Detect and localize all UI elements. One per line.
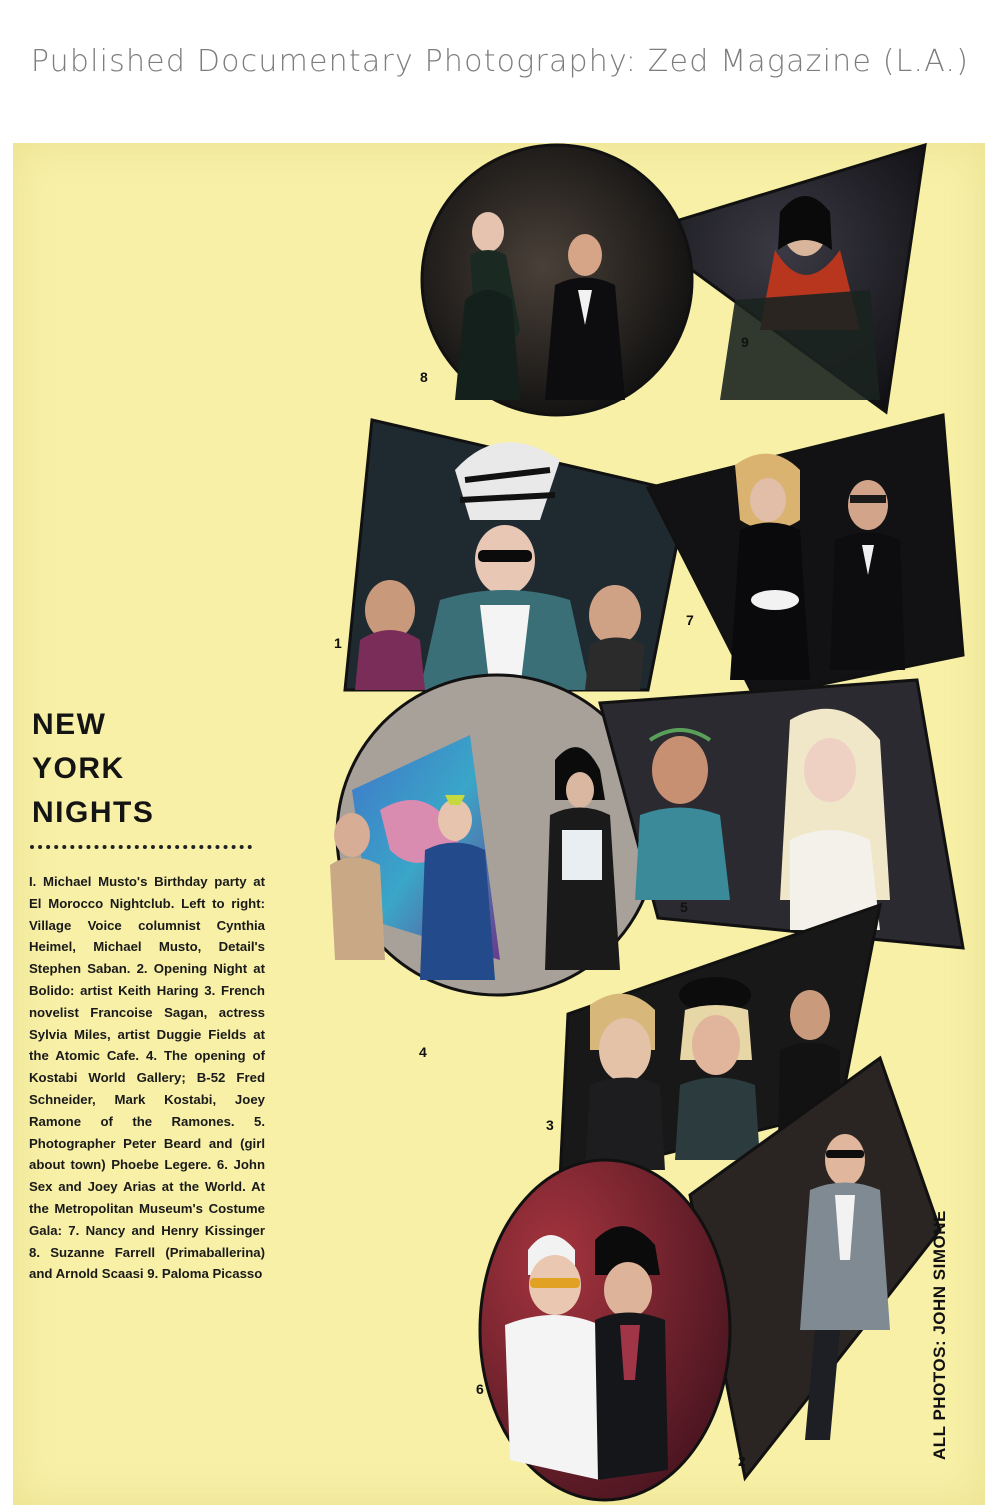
photo-credit: ALL PHOTOS: JOHN SIMONE: [930, 1210, 949, 1460]
photo-number-3: 3: [546, 1117, 554, 1133]
photo-6-sex-arias: [480, 1160, 730, 1500]
heading-line-3: NIGHTS: [32, 796, 155, 829]
page-header-title: Published Documentary Photography: Zed Magazine (L.A.): [30, 44, 970, 79]
photo-1-musto-birthday: [345, 420, 687, 690]
photo-number-2: 2: [738, 1453, 746, 1469]
photo-number-9: 9: [741, 334, 749, 350]
photo-number-4: 4: [419, 1044, 427, 1060]
photo-number-1: 1: [334, 635, 342, 651]
caption-text: I. Michael Musto's Birthday party at El Morocco Nightclub. Left to right: Village Voice columnist Cynthia Heimel, Michael Musto, Detail's Stephen Saban. 2. Opening Night at Bolido: artist Keith Haring 3. French novelist Francoise Sagan, actress Sylvia Miles, artist Duggie Fields at the Atomic Cafe. 4. The opening of Kostabi World Gallery; B-52 Fred Schneider, Mark Kostabi, Joey Ramone of the Ramones. 5. Photographer Peter Beard and (girl about town) Phoebe Legere. 6. John Sex and Joey Arias at the World. At the Metropolitan Museum's Costume Gala: 7. Nancy and Henry Kissinger 8. Suzanne Farrell (Primaballerina) and Arnold Scaasi 9. Paloma Picasso: [29, 874, 265, 1282]
photo-8-farrell-scaasi: [422, 145, 692, 415]
photo-number-5: 5: [680, 899, 688, 915]
photo-number-6: 6: [476, 1381, 484, 1397]
photo-7-kissingers: [648, 415, 963, 698]
heading-line-1: NEW: [32, 708, 107, 741]
heading-line-2: YORK: [32, 752, 125, 785]
photo-5-beard-legere: [600, 680, 963, 948]
photo-number-7: 7: [686, 612, 694, 628]
photo-number-8: 8: [420, 369, 428, 385]
